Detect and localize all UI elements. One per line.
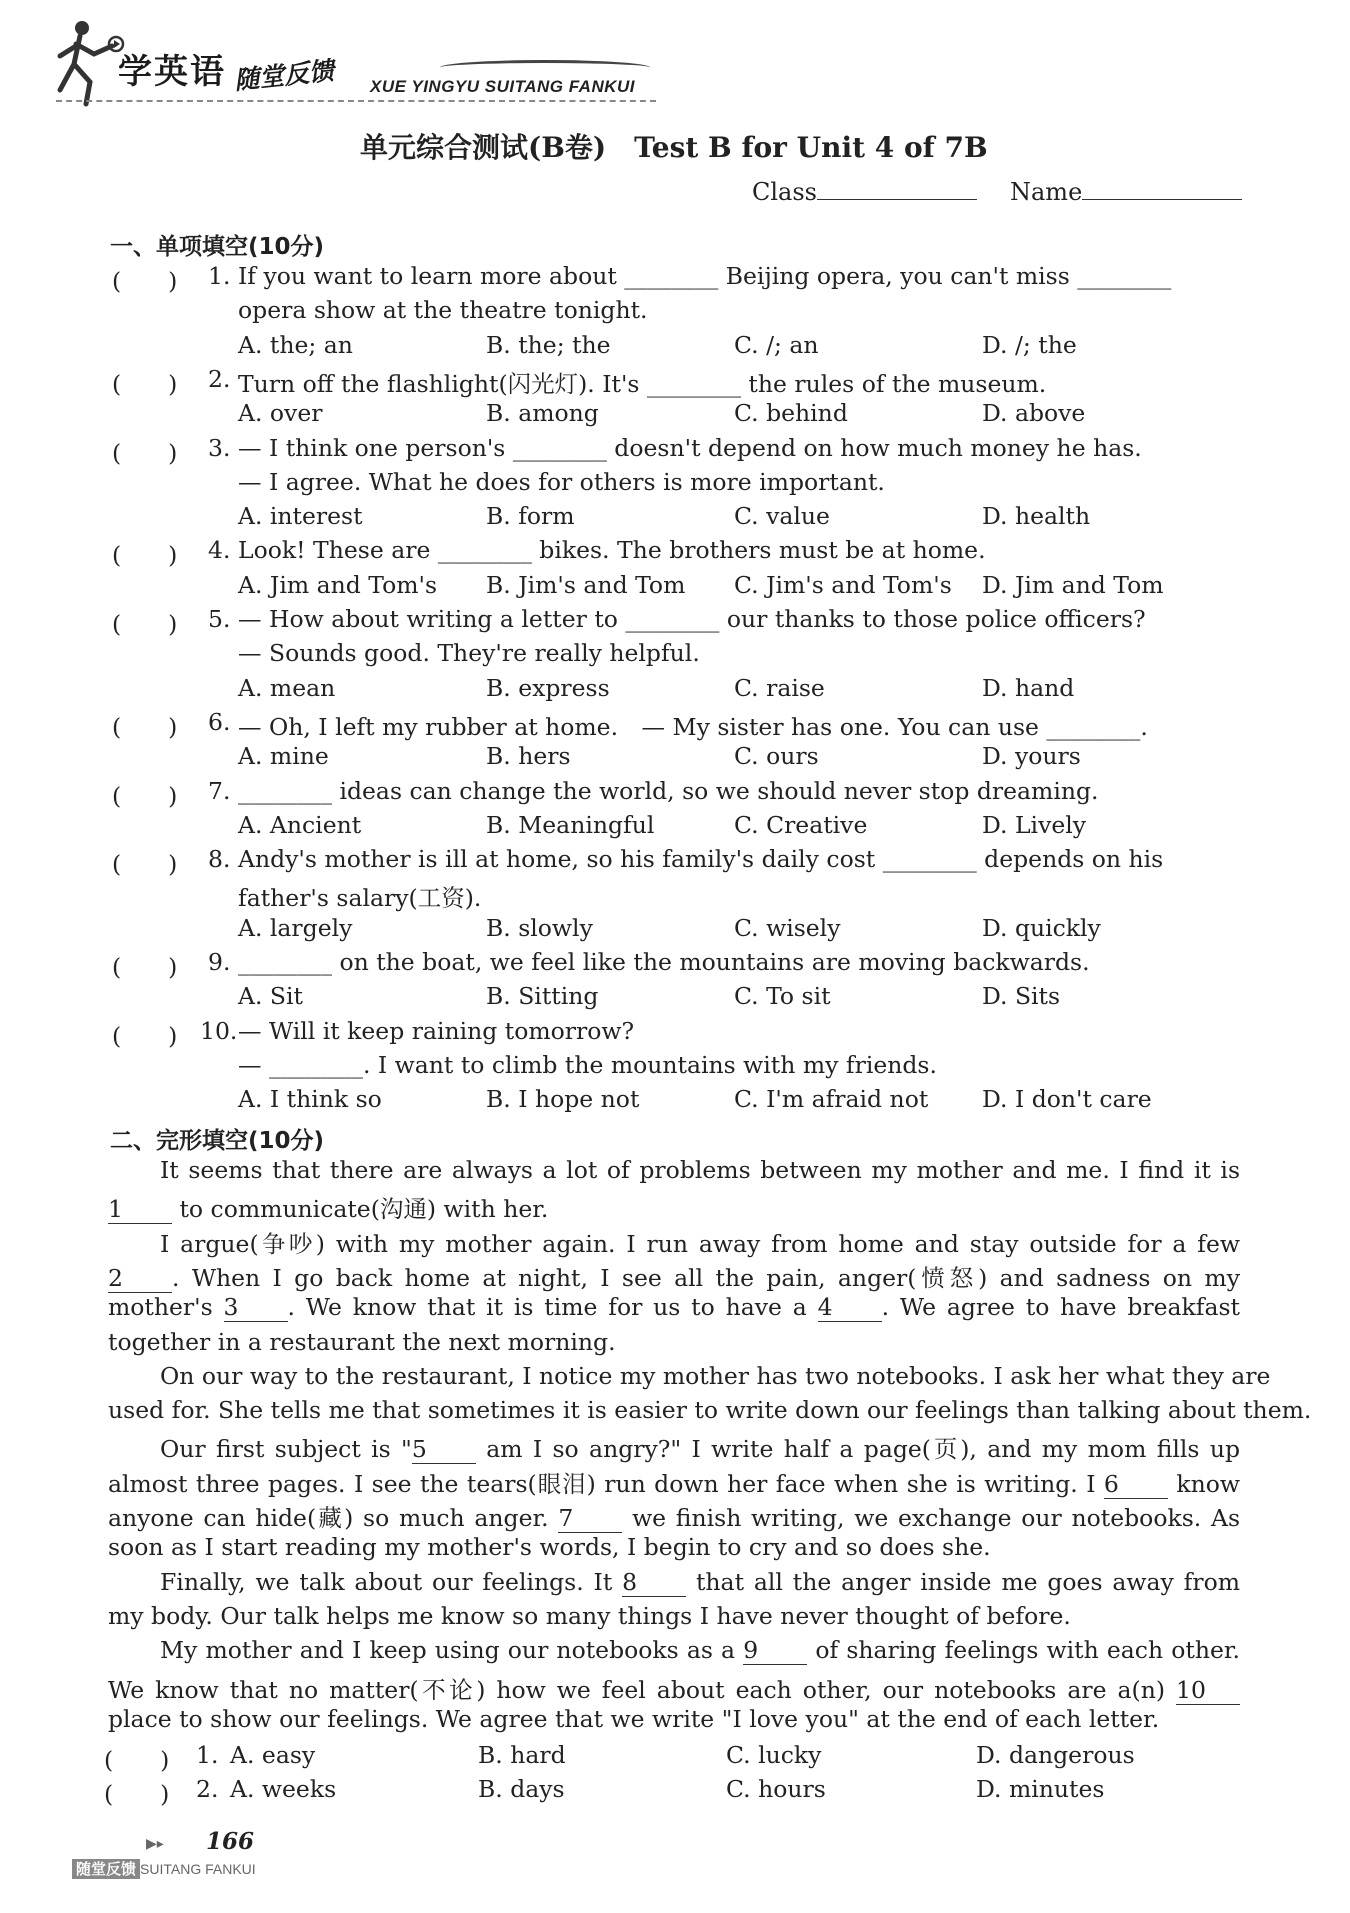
answer-paren[interactable]: ( )	[112, 781, 178, 810]
option-c: C. ours	[734, 742, 819, 771]
option-d: D. Jim and Tom	[982, 570, 1164, 599]
question-number: 7.	[208, 776, 231, 805]
question-number: 9.	[208, 948, 231, 976]
option-d: D. Sits	[982, 982, 1061, 1011]
question-number: 4.	[208, 536, 231, 565]
passage-line: It seems that there are always a lot of problems between my mother and me. I find it is	[160, 1156, 1240, 1184]
answer-paren[interactable]: ( )	[112, 369, 178, 398]
passage-line: 2 . When I go back home at night, I see all the pain, anger(愤怒) and sadness on my	[108, 1263, 1240, 1292]
passage-line: together in a restaurant the next morning.	[108, 1327, 616, 1356]
footer-arrow-icon: ▶▸	[146, 1836, 164, 1852]
question-number: 1.	[208, 262, 231, 290]
question-number: 2.	[196, 1775, 219, 1804]
cloze-blank-6[interactable]: 6	[1104, 1470, 1168, 1499]
class-field	[752, 178, 977, 206]
option-b: B. Sitting	[486, 982, 599, 1011]
answer-paren[interactable]: ( )	[112, 438, 178, 467]
cloze-blank-7[interactable]: 7	[558, 1504, 622, 1533]
cloze-blank-4[interactable]: 4	[818, 1293, 882, 1322]
question-text: ________ ideas can change the world, so we should never stop dreaming.	[238, 776, 1099, 805]
answer-paren[interactable]: ( )	[112, 1021, 178, 1050]
cloze-blank-1[interactable]: 1	[108, 1195, 172, 1224]
answer-paren[interactable]: ( )	[112, 267, 178, 295]
cloze-blank-8[interactable]: 8	[622, 1568, 686, 1597]
question-text: — I agree. What he does for others is more important.	[238, 467, 885, 496]
section2-heading: 二、完形填空(10分)	[110, 1128, 325, 1154]
question-text: If you want to learn more about ________ Beijing opera, you can't miss ________	[238, 262, 1172, 290]
option-a: A. Sit	[238, 982, 303, 1011]
question-text: ________ on the boat, we feel like the mountains are moving backwards.	[238, 948, 1090, 976]
passage-line: We know that no matter(不论) how we feel about each other, our notebooks are a(n) 10	[108, 1671, 1240, 1705]
option-c: C. raise	[734, 673, 825, 702]
option-d: D. minutes	[976, 1775, 1105, 1804]
option-c: C. I'm afraid not	[734, 1085, 929, 1114]
name-blank[interactable]	[1082, 179, 1242, 200]
option-c: C. Creative	[734, 810, 868, 839]
question-text: — ________. I want to climb the mountains with my friends.	[238, 1050, 937, 1079]
option-c: C. hours	[726, 1775, 826, 1804]
option-b: B. I hope not	[486, 1085, 640, 1114]
cloze-blank-10[interactable]: 10	[1176, 1676, 1240, 1705]
passage-line: 1 to communicate(沟通) with her.	[108, 1195, 549, 1224]
question-text: opera show at the theatre tonight.	[238, 296, 648, 325]
cloze-blank-5[interactable]: 5	[412, 1435, 476, 1464]
header-title-cn: 学英语	[118, 52, 226, 92]
option-d: D. above	[982, 399, 1086, 428]
passage-line: My mother and I keep using our notebooks as a 9 of sharing feelings with each other.	[160, 1636, 1240, 1665]
option-d: D. /; the	[982, 330, 1077, 359]
header-subtitle-cn: 随堂反馈	[232, 55, 336, 96]
option-c: C. lucky	[726, 1741, 822, 1770]
option-a: A. I think so	[238, 1085, 382, 1114]
footer-en: SUITANG FANKUI	[140, 1861, 256, 1877]
option-c: C. To sit	[734, 982, 831, 1011]
passage-line: my body. Our talk helps me know so many things I have never thought of before.	[108, 1601, 1071, 1630]
question-text: Look! These are ________ bikes. The brothers must be at home.	[238, 536, 986, 565]
option-b: B. Meaningful	[486, 810, 655, 839]
class-blank[interactable]	[817, 179, 977, 200]
header-title-en: XUE YINGYU SUITANG FANKUI	[370, 77, 636, 96]
option-a: A. interest	[238, 502, 363, 531]
option-a: A. Jim and Tom's	[238, 570, 438, 599]
name-field	[1010, 178, 1242, 206]
passage-line: anyone can hide(藏) so much anger. 7 we finish writing, we exchange our notebooks. As	[108, 1504, 1240, 1532]
option-b: B. among	[486, 399, 599, 428]
option-b: B. form	[486, 502, 575, 531]
option-d: D. I don't care	[982, 1085, 1152, 1114]
answer-paren[interactable]: ( )	[112, 541, 178, 570]
answer-paren[interactable]: ( )	[104, 1780, 170, 1809]
cloze-blank-9[interactable]: 9	[743, 1636, 807, 1665]
option-c: C. behind	[734, 399, 848, 428]
passage-line: Our first subject is "5 am I so angry?" I write half a page(页), and my mom fills up	[160, 1435, 1240, 1464]
option-c: C. wisely	[734, 913, 841, 942]
question-text: Andy's mother is ill at home, so his family's daily cost ________ depends on his	[238, 845, 1164, 874]
answer-paren[interactable]: ( )	[104, 1746, 170, 1775]
answer-paren[interactable]: ( )	[112, 712, 178, 741]
name-label: Name	[1010, 178, 1083, 206]
option-d: D. hand	[982, 673, 1075, 702]
option-b: B. hard	[478, 1741, 566, 1770]
header-divider	[56, 100, 656, 102]
question-text: — I think one person's ________ doesn't depend on how much money he has.	[238, 433, 1142, 462]
option-b: B. hers	[486, 742, 571, 771]
page-number: 166	[206, 1828, 255, 1855]
option-b: B. slowly	[486, 913, 593, 942]
option-d: D. yours	[982, 742, 1081, 771]
option-b: B. express	[486, 673, 610, 702]
class-label: Class	[752, 178, 817, 206]
option-a: A. easy	[230, 1741, 316, 1770]
option-a: A. weeks	[230, 1775, 337, 1804]
question-number: 2.	[208, 364, 231, 393]
option-c: C. Jim's and Tom's	[734, 570, 952, 599]
cloze-blank-2[interactable]: 2	[108, 1264, 172, 1293]
option-a: A. the; an	[238, 330, 353, 359]
passage-line: Finally, we talk about our feelings. It 8 that all the anger inside me goes away from	[160, 1567, 1241, 1596]
option-d: D. health	[982, 502, 1091, 531]
header-swoosh	[440, 60, 650, 75]
option-c: C. value	[734, 502, 830, 531]
option-d: D. dangerous	[976, 1741, 1135, 1770]
passage-line: place to show our feelings. We agree that we write "I love you" at the end of each letter.	[108, 1704, 1160, 1733]
footer-box: 随堂反馈	[72, 1859, 140, 1879]
answer-paren[interactable]: ( )	[112, 953, 178, 981]
question-text: Turn off the flashlight(闪光灯). It's ________ the rules of the museum.	[238, 369, 1047, 398]
option-c: C. /; an	[734, 330, 819, 359]
option-a: A. mine	[238, 742, 329, 771]
option-a: A. largely	[238, 913, 353, 942]
passage-line: mother's 3 . We know that it is time for us to have a 4 . We agree to have breakfast	[108, 1293, 1240, 1322]
cloze-blank-3[interactable]: 3	[224, 1293, 288, 1322]
section1-heading: 一、单项填空(10分)	[110, 234, 325, 260]
question-text: — Oh, I left my rubber at home. — My sister has one. You can use ________.	[238, 712, 1148, 741]
option-a: A. Ancient	[238, 810, 362, 839]
answer-paren[interactable]: ( )	[112, 610, 178, 638]
option-a: A. over	[238, 399, 323, 428]
footer-label	[72, 1858, 256, 1879]
passage-line: used for. She tells me that sometimes it is easier to write down our feelings than talking about them.	[108, 1396, 1312, 1425]
option-b: B. the; the	[486, 330, 611, 359]
question-number: 1.	[196, 1741, 219, 1770]
passage-line: I argue(争吵) with my mother again. I run away from home and stay outside for a few	[160, 1229, 1240, 1258]
question-number: 8.	[208, 845, 231, 874]
passage-line: soon as I start reading my mother's words, I begin to cry and so does she.	[108, 1533, 991, 1562]
option-d: D. quickly	[982, 913, 1101, 942]
option-a: A. mean	[238, 673, 336, 702]
answer-paren[interactable]: ( )	[112, 850, 178, 879]
question-text: — Sounds good. They're really helpful.	[238, 639, 700, 668]
question-text: — Will it keep raining tomorrow?	[238, 1016, 635, 1045]
page-title: 单元综合测试(B卷) Test B for Unit 4 of 7B	[360, 131, 988, 164]
question-text: — How about writing a letter to ________ our thanks to those police officers?	[238, 605, 1146, 633]
question-number: 10.	[200, 1016, 238, 1045]
passage-line: On our way to the restaurant, I notice my mother has two notebooks. I ask her what they are	[160, 1361, 1271, 1390]
option-b: B. Jim's and Tom	[486, 570, 686, 599]
option-d: D. Lively	[982, 810, 1087, 839]
passage-line: almost three pages. I see the tears(眼泪) run down her face when she is writing. I 6 know	[108, 1469, 1240, 1498]
question-number: 6.	[208, 707, 231, 736]
option-b: B. days	[478, 1775, 565, 1804]
question-text: father's salary(工资).	[238, 884, 482, 913]
question-number: 3.	[208, 433, 231, 462]
question-number: 5.	[208, 605, 231, 633]
